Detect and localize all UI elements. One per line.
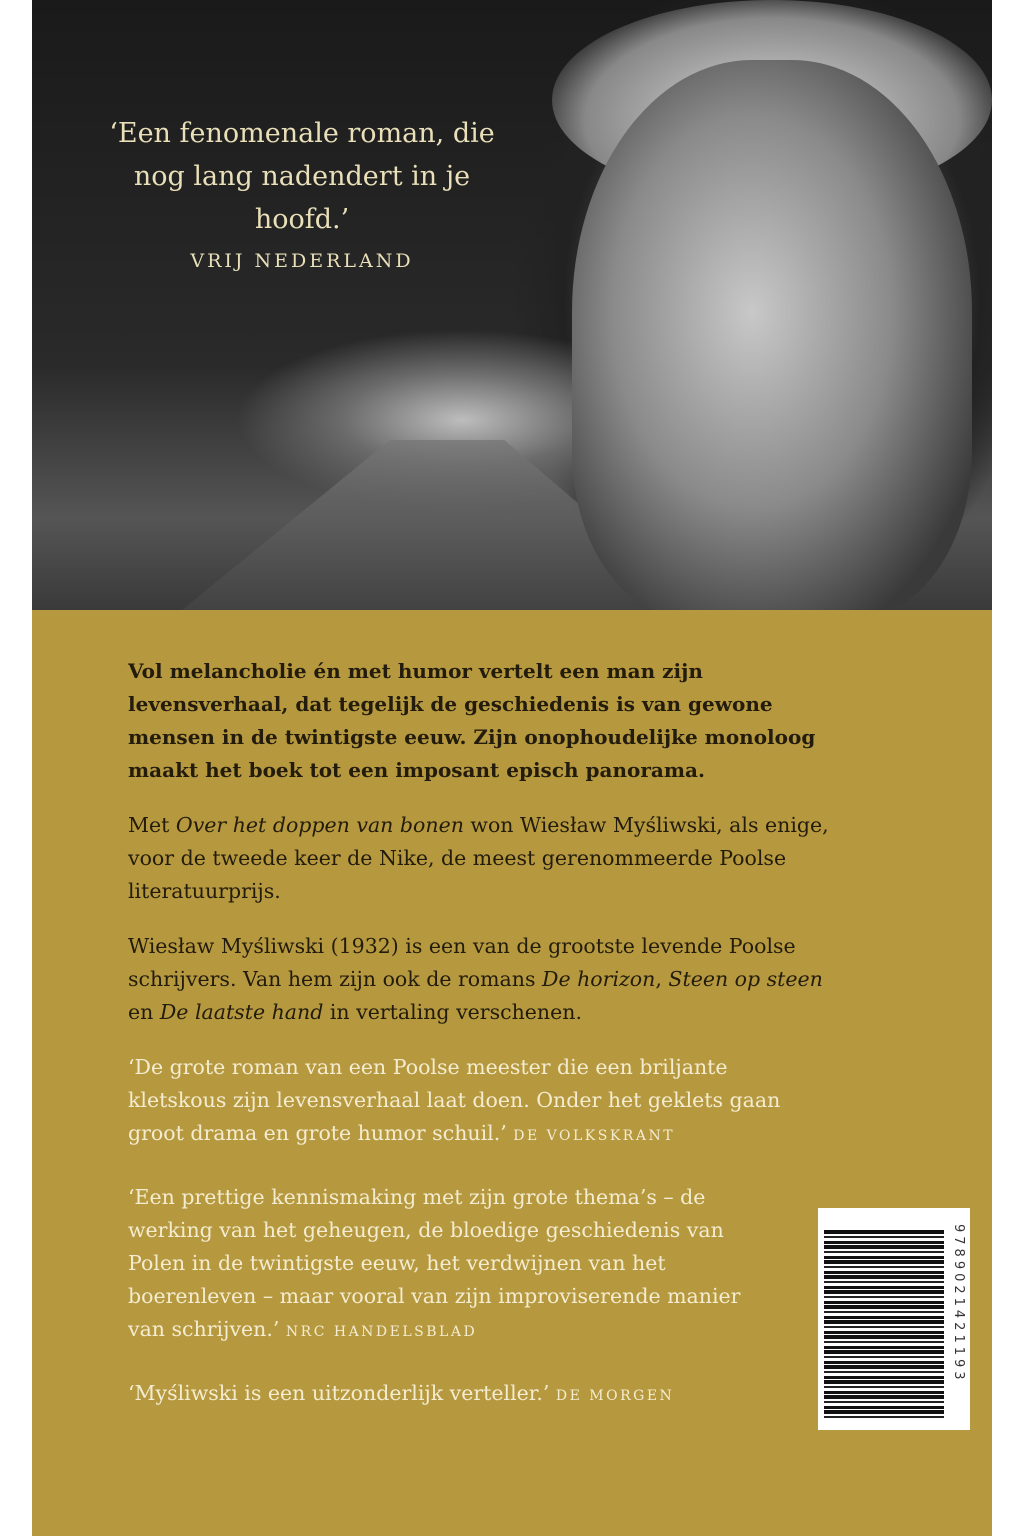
quote-source: NRC HANDELSBLAD xyxy=(285,1324,478,1340)
quote-source: DE MORGEN xyxy=(555,1388,675,1404)
quote-text: ‘Myśliwski is een uitzonderlijk verteller.’ xyxy=(128,1381,556,1405)
blurb: Vol melancholie én met humor vertelt een man zijn levensverhaal, dat tegelijk de geschiedenis is van gewone mensen in de twintigste eeuw. Zijn onophoudelijke monoloog maakt het boek tot een imposant episch panorama. xyxy=(128,659,816,782)
book-title: De laatste hand xyxy=(159,1000,324,1024)
review-quote xyxy=(128,1377,788,1413)
book-title: Steen op steen xyxy=(668,967,823,991)
quote-source: DE VOLKSKRANT xyxy=(513,1128,676,1144)
author-post: in vertaling verschenen. xyxy=(323,1000,582,1024)
isbn-barcode xyxy=(818,1208,970,1430)
award-post: won Wiesław Myśliwski, als enige, voor de tweede keer de Nike, de meest gerenommeerde Poolse literatuurprijs. xyxy=(128,813,829,903)
review-quote xyxy=(128,1051,788,1153)
award-paragraph xyxy=(128,809,848,908)
author-photo xyxy=(32,0,992,610)
quote-text: ‘De grote roman van een Poolse meester die een briljante kletskous zijn levensverhaal laat doen. Onder het geklets gaan groot drama en grote humor schuil.’ xyxy=(128,1055,781,1145)
top-quote-text: ‘Een fenomenale roman, die nog lang nadendert in je hoofd.’ xyxy=(109,118,495,235)
barcode-digits: 9789021421193 xyxy=(951,1224,966,1384)
separator: , xyxy=(655,967,669,991)
award-book-title: Over het doppen van bonen xyxy=(175,813,464,837)
top-quote-source: VRIJ NEDERLAND xyxy=(190,250,414,272)
book-title: De horizon xyxy=(542,967,656,991)
review-quote xyxy=(128,1181,778,1349)
separator: en xyxy=(128,1000,160,1024)
award-pre: Met xyxy=(128,813,176,837)
cover-text xyxy=(128,655,848,1441)
top-quote xyxy=(102,112,502,281)
quote-text: ‘Een prettige kennismaking met zijn grote thema’s – de werking van het geheugen, de bloedige geschiedenis van Polen in de twintigste eeuw, het verdwijnen van het boerenleven – maar vooral van zijn improviserende manier van schrijven.’ xyxy=(128,1185,741,1341)
author-paragraph xyxy=(128,930,848,1029)
barcode-bars xyxy=(824,1230,944,1418)
book-back-cover xyxy=(32,0,992,1536)
author-portrait xyxy=(572,60,972,610)
author-pre: Wiesław Myśliwski (1932) is een van de grootste levende Poolse schrijvers. Van hem zijn ook de romans xyxy=(128,934,796,991)
